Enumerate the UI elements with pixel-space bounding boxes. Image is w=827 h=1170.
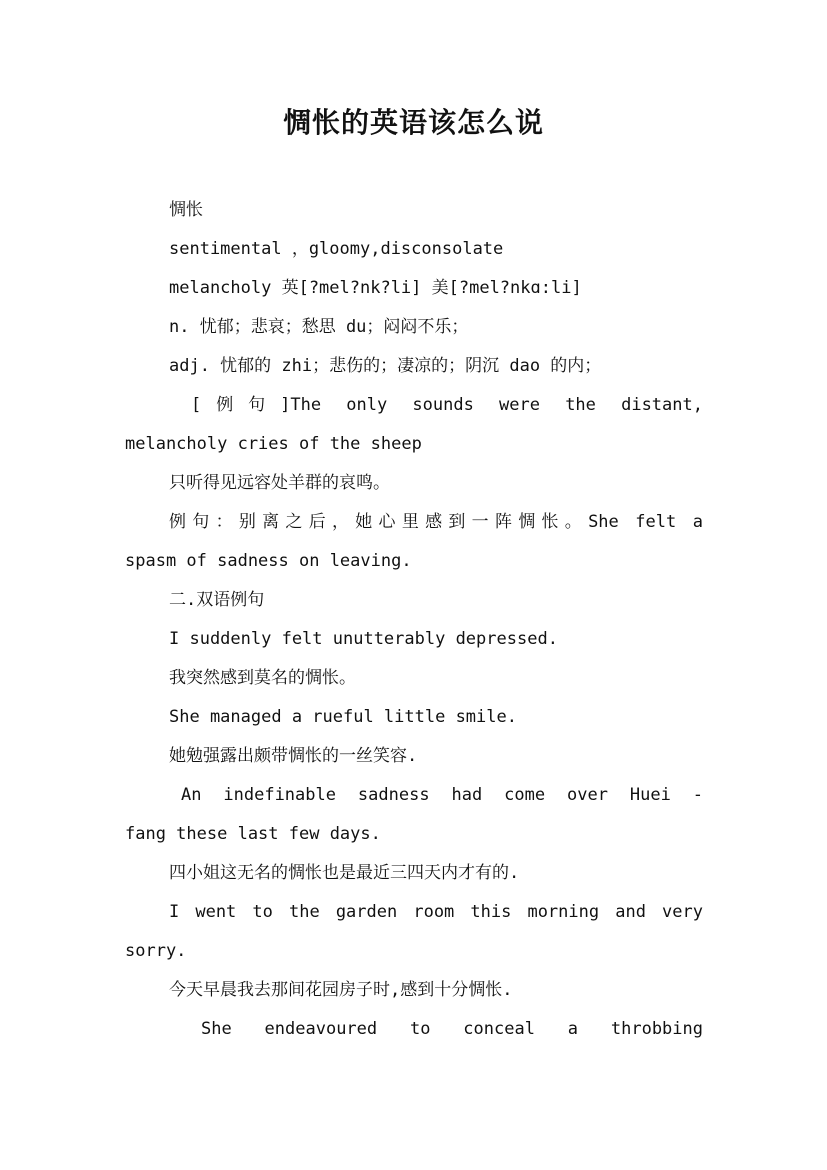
paragraph-sentence-3-translation: 四小姐这无名的惆怅也是最近三四天内才有的.: [169, 863, 520, 883]
paragraph-example-1-cont: melancholy cries of the sheep: [125, 434, 422, 454]
paragraph-adj-definition: adj. 忧郁的 zhi；悲伤的；凄凉的；阴沉 dao 的内；: [169, 356, 602, 376]
paragraph-heading-word: 惆怅: [169, 200, 203, 220]
paragraph-example-2: 例句：别离之后，她心里感到一阵惆怅。She felt a: [169, 512, 703, 532]
paragraph-sentence-2: She managed a rueful little smile.: [169, 707, 517, 727]
paragraph-example-1-translation: 只听得见远容处羊群的哀鸣。: [169, 473, 390, 493]
paragraph-sentence-4-translation: 今天早晨我去那间花园房子时,感到十分惆怅.: [169, 980, 513, 1000]
document-title: 惆怅的英语该怎么说: [282, 106, 544, 139]
paragraph-example-1: [例句]The only sounds were the distant,: [191, 395, 703, 415]
paragraph-sentence-2-translation: 她勉强露出颇带惆怅的一丝笑容.: [169, 746, 418, 766]
paragraph-sentence-1: I suddenly felt unutterably depressed.: [169, 629, 558, 649]
section-heading-bilingual: 二.双语例句: [169, 590, 265, 610]
paragraph-example-2-cont: spasm of sadness on leaving.: [125, 551, 412, 571]
paragraph-noun-definition: n. 忧郁；悲哀；愁思 du；闷闷不乐；: [169, 317, 469, 337]
paragraph-sentence-3: An indefinable sadness had come over Huei -: [181, 785, 703, 805]
paragraph-sentence-5: She endeavoured to conceal a throbbing: [201, 1019, 703, 1039]
paragraph-sentence-4-cont: sorry.: [125, 941, 187, 961]
paragraph-sentence-3-cont: fang these last few days.: [125, 824, 381, 844]
paragraph-sentence-4: I went to the garden room this morning and very: [169, 902, 703, 922]
document-body: [125, 191, 703, 1049]
paragraph-sentence-1-translation: 我突然感到莫名的惆怅。: [169, 668, 356, 688]
paragraph-translations: sentimental ，gloomy,disconsolate: [169, 239, 504, 259]
paragraph-pronunciation: melancholy 英[?mel?nk?li] 美[?mel?nkɑ:li]: [169, 278, 582, 298]
